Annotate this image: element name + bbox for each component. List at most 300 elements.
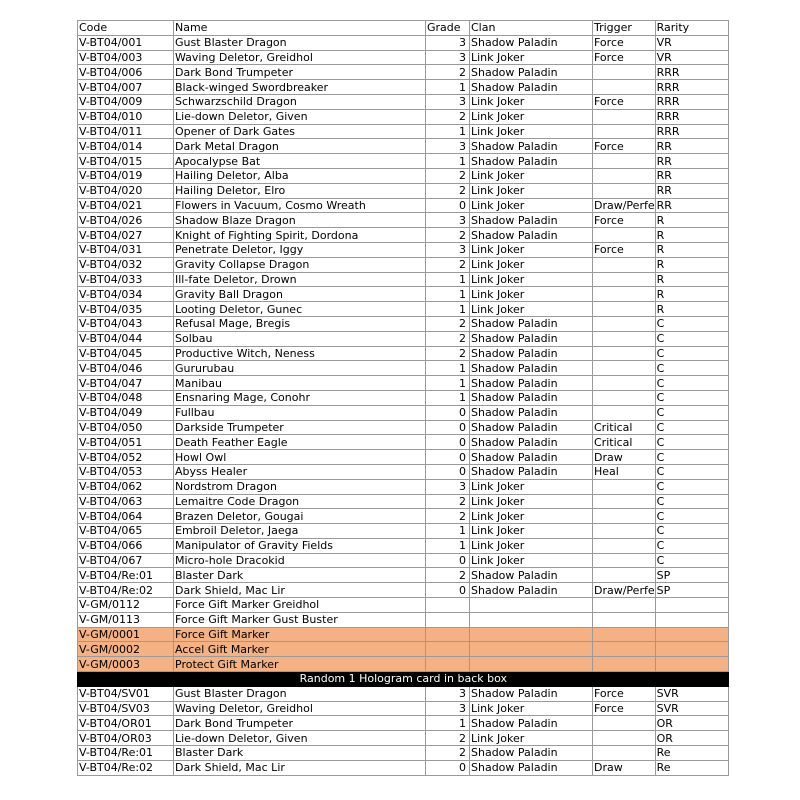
- grade-cell[interactable]: 1: [426, 287, 470, 302]
- name-cell[interactable]: Brazen Deletor, Gougai: [174, 509, 426, 524]
- code-cell[interactable]: V-BT04/047: [78, 376, 174, 391]
- clan-cell[interactable]: Shadow Paladin: [470, 405, 593, 420]
- rarity-cell[interactable]: C: [655, 494, 728, 509]
- clan-cell[interactable]: Link Joker: [470, 109, 593, 124]
- rarity-cell[interactable]: R: [655, 272, 728, 287]
- trigger-cell[interactable]: [593, 627, 656, 642]
- trigger-cell[interactable]: [593, 524, 656, 539]
- name-cell[interactable]: Flowers in Vacuum, Cosmo Wreath: [174, 198, 426, 213]
- code-cell[interactable]: V-BT04/062: [78, 479, 174, 494]
- trigger-cell[interactable]: [593, 183, 656, 198]
- header-clan[interactable]: Clan: [470, 21, 593, 36]
- rarity-cell[interactable]: C: [655, 450, 728, 465]
- trigger-cell[interactable]: Force: [593, 50, 656, 65]
- header-trigger[interactable]: Trigger: [593, 21, 656, 36]
- name-cell[interactable]: Refusal Mage, Bregis: [174, 316, 426, 331]
- name-cell[interactable]: Dark Bond Trumpeter: [174, 65, 426, 80]
- rarity-cell[interactable]: C: [655, 509, 728, 524]
- rarity-cell[interactable]: C: [655, 464, 728, 479]
- clan-cell[interactable]: Shadow Paladin: [470, 316, 593, 331]
- clan-cell[interactable]: Link Joker: [470, 494, 593, 509]
- code-cell[interactable]: V-BT04/SV03: [78, 701, 174, 716]
- clan-cell[interactable]: Shadow Paladin: [470, 716, 593, 731]
- code-cell[interactable]: V-BT04/065: [78, 524, 174, 539]
- code-cell[interactable]: V-BT04/014: [78, 139, 174, 154]
- name-cell[interactable]: Howl Owl: [174, 450, 426, 465]
- code-cell[interactable]: V-BT04/Re:02: [78, 583, 174, 598]
- clan-cell[interactable]: [470, 612, 593, 627]
- rarity-cell[interactable]: C: [655, 553, 728, 568]
- grade-cell[interactable]: 2: [426, 746, 470, 761]
- clan-cell[interactable]: Link Joker: [470, 509, 593, 524]
- code-cell[interactable]: V-BT04/OR01: [78, 716, 174, 731]
- rarity-cell[interactable]: C: [655, 376, 728, 391]
- rarity-cell[interactable]: C: [655, 390, 728, 405]
- clan-cell[interactable]: Shadow Paladin: [470, 568, 593, 583]
- trigger-cell[interactable]: [593, 642, 656, 657]
- clan-cell[interactable]: Shadow Paladin: [470, 583, 593, 598]
- name-cell[interactable]: Fullbau: [174, 405, 426, 420]
- grade-cell[interactable]: 3: [426, 139, 470, 154]
- trigger-cell[interactable]: [593, 109, 656, 124]
- trigger-cell[interactable]: [593, 479, 656, 494]
- trigger-cell[interactable]: [593, 657, 656, 672]
- rarity-cell[interactable]: SVR: [655, 701, 728, 716]
- rarity-cell[interactable]: RRR: [655, 124, 728, 139]
- code-cell[interactable]: V-GM/0113: [78, 612, 174, 627]
- trigger-cell[interactable]: [593, 331, 656, 346]
- clan-cell[interactable]: Link Joker: [470, 538, 593, 553]
- name-cell[interactable]: Hailing Deletor, Alba: [174, 168, 426, 183]
- trigger-cell[interactable]: [593, 494, 656, 509]
- clan-cell[interactable]: Link Joker: [470, 242, 593, 257]
- trigger-cell[interactable]: [593, 168, 656, 183]
- trigger-cell[interactable]: Draw/Perfe: [594, 198, 655, 212]
- name-cell[interactable]: Embroil Deletor, Jaega: [174, 524, 426, 539]
- grade-cell[interactable]: 0: [426, 553, 470, 568]
- trigger-cell[interactable]: [593, 538, 656, 553]
- trigger-cell[interactable]: Force: [593, 686, 656, 701]
- trigger-cell[interactable]: [593, 154, 656, 169]
- header-code[interactable]: Code: [78, 21, 174, 36]
- name-cell[interactable]: Lie-down Deletor, Given: [174, 731, 426, 746]
- rarity-cell[interactable]: R: [655, 257, 728, 272]
- code-cell[interactable]: V-GM/0001: [78, 627, 174, 642]
- grade-cell[interactable]: 0: [426, 760, 470, 775]
- rarity-cell[interactable]: [655, 627, 728, 642]
- clan-cell[interactable]: Link Joker: [470, 701, 593, 716]
- code-cell[interactable]: V-BT04/009: [78, 94, 174, 109]
- name-cell[interactable]: Abyss Healer: [174, 464, 426, 479]
- clan-cell[interactable]: Link Joker: [470, 124, 593, 139]
- code-cell[interactable]: V-BT04/007: [78, 80, 174, 95]
- rarity-cell[interactable]: C: [655, 405, 728, 420]
- trigger-cell[interactable]: [593, 390, 656, 405]
- code-cell[interactable]: V-BT04/010: [78, 109, 174, 124]
- rarity-cell[interactable]: [655, 642, 728, 657]
- grade-cell[interactable]: [426, 642, 470, 657]
- rarity-cell[interactable]: RR: [655, 168, 728, 183]
- grade-cell[interactable]: 2: [426, 509, 470, 524]
- grade-cell[interactable]: 1: [426, 154, 470, 169]
- name-cell[interactable]: Force Gift Marker Greidhol: [174, 598, 426, 613]
- clan-cell[interactable]: Shadow Paladin: [470, 760, 593, 775]
- name-cell[interactable]: Force Gift Marker: [174, 627, 426, 642]
- code-cell[interactable]: V-BT04/048: [78, 390, 174, 405]
- trigger-cell[interactable]: Force: [593, 701, 656, 716]
- rarity-cell[interactable]: [655, 612, 728, 627]
- clan-cell[interactable]: Shadow Paladin: [470, 686, 593, 701]
- trigger-cell[interactable]: Force: [593, 242, 656, 257]
- trigger-cell[interactable]: [593, 376, 656, 391]
- grade-cell[interactable]: 0: [426, 464, 470, 479]
- clan-cell[interactable]: Shadow Paladin: [470, 228, 593, 243]
- name-cell[interactable]: Lemaitre Code Dragon: [174, 494, 426, 509]
- name-cell[interactable]: Accel Gift Marker: [174, 642, 426, 657]
- rarity-cell[interactable]: R: [655, 242, 728, 257]
- name-cell[interactable]: Solbau: [174, 331, 426, 346]
- rarity-cell[interactable]: R: [655, 302, 728, 317]
- clan-cell[interactable]: [470, 657, 593, 672]
- clan-cell[interactable]: Shadow Paladin: [470, 346, 593, 361]
- trigger-cell[interactable]: [593, 228, 656, 243]
- clan-cell[interactable]: Shadow Paladin: [470, 361, 593, 376]
- name-cell[interactable]: Dark Shield, Mac Lir: [174, 583, 426, 598]
- trigger-cell[interactable]: [593, 65, 656, 80]
- name-cell[interactable]: Blaster Dark: [174, 746, 426, 761]
- code-cell[interactable]: V-BT04/064: [78, 509, 174, 524]
- trigger-cell[interactable]: [593, 272, 656, 287]
- name-cell[interactable]: Gravity Collapse Dragon: [174, 257, 426, 272]
- name-cell[interactable]: Knight of Fighting Spirit, Dordona: [174, 228, 426, 243]
- rarity-cell[interactable]: R: [655, 213, 728, 228]
- grade-cell[interactable]: 3: [426, 701, 470, 716]
- rarity-cell[interactable]: RR: [655, 183, 728, 198]
- trigger-cell[interactable]: [593, 80, 656, 95]
- rarity-cell[interactable]: SP: [655, 583, 728, 598]
- rarity-cell[interactable]: RRR: [655, 109, 728, 124]
- code-cell[interactable]: V-GM/0002: [78, 642, 174, 657]
- trigger-cell[interactable]: [593, 257, 656, 272]
- clan-cell[interactable]: [470, 627, 593, 642]
- clan-cell[interactable]: Link Joker: [470, 479, 593, 494]
- grade-cell[interactable]: 2: [426, 346, 470, 361]
- code-cell[interactable]: V-BT04/006: [78, 65, 174, 80]
- rarity-cell[interactable]: OR: [655, 716, 728, 731]
- clan-cell[interactable]: Link Joker: [470, 183, 593, 198]
- code-cell[interactable]: V-BT04/045: [78, 346, 174, 361]
- grade-cell[interactable]: 2: [426, 731, 470, 746]
- trigger-cell[interactable]: [593, 568, 656, 583]
- name-cell[interactable]: Hailing Deletor, Elro: [174, 183, 426, 198]
- header-rarity[interactable]: Rarity: [655, 21, 728, 36]
- trigger-cell[interactable]: [593, 302, 656, 317]
- clan-cell[interactable]: Link Joker: [470, 287, 593, 302]
- grade-cell[interactable]: 0: [426, 198, 470, 213]
- grade-cell[interactable]: 2: [426, 168, 470, 183]
- rarity-cell[interactable]: RRR: [655, 80, 728, 95]
- name-cell[interactable]: Gust Blaster Dragon: [174, 686, 426, 701]
- name-cell[interactable]: Gravity Ball Dragon: [174, 287, 426, 302]
- clan-cell[interactable]: Shadow Paladin: [470, 420, 593, 435]
- grade-cell[interactable]: 3: [426, 35, 470, 50]
- grade-cell[interactable]: 3: [426, 686, 470, 701]
- grade-cell[interactable]: 0: [426, 583, 470, 598]
- clan-cell[interactable]: Shadow Paladin: [470, 331, 593, 346]
- code-cell[interactable]: V-BT04/067: [78, 553, 174, 568]
- trigger-cell[interactable]: [593, 361, 656, 376]
- code-cell[interactable]: V-GM/0112: [78, 598, 174, 613]
- code-cell[interactable]: V-BT04/021: [78, 198, 174, 213]
- rarity-cell[interactable]: Re: [655, 746, 728, 761]
- trigger-cell[interactable]: [593, 405, 656, 420]
- rarity-cell[interactable]: C: [655, 331, 728, 346]
- clan-cell[interactable]: Shadow Paladin: [470, 376, 593, 391]
- name-cell[interactable]: Force Gift Marker Gust Buster: [174, 612, 426, 627]
- rarity-cell[interactable]: RR: [655, 154, 728, 169]
- rarity-cell[interactable]: C: [655, 346, 728, 361]
- clan-cell[interactable]: Shadow Paladin: [470, 464, 593, 479]
- clan-cell[interactable]: Shadow Paladin: [470, 213, 593, 228]
- grade-cell[interactable]: 1: [426, 538, 470, 553]
- grade-cell[interactable]: 2: [426, 316, 470, 331]
- trigger-cell[interactable]: [593, 746, 656, 761]
- name-cell[interactable]: Dark Bond Trumpeter: [174, 716, 426, 731]
- trigger-cell[interactable]: [593, 553, 656, 568]
- rarity-cell[interactable]: OR: [655, 731, 728, 746]
- code-cell[interactable]: V-BT04/Re:02: [78, 760, 174, 775]
- grade-cell[interactable]: 1: [426, 124, 470, 139]
- grade-cell[interactable]: 2: [426, 494, 470, 509]
- clan-cell[interactable]: Link Joker: [470, 553, 593, 568]
- grade-cell[interactable]: 1: [426, 376, 470, 391]
- trigger-cell[interactable]: Force: [593, 94, 656, 109]
- grade-cell[interactable]: 2: [426, 109, 470, 124]
- grade-cell[interactable]: 1: [426, 80, 470, 95]
- name-cell[interactable]: Gururubau: [174, 361, 426, 376]
- name-cell[interactable]: Blaster Dark: [174, 568, 426, 583]
- trigger-cell[interactable]: [593, 716, 656, 731]
- code-cell[interactable]: V-BT04/015: [78, 154, 174, 169]
- grade-cell[interactable]: 2: [426, 183, 470, 198]
- name-cell[interactable]: Ensnaring Mage, Conohr: [174, 390, 426, 405]
- name-cell[interactable]: Schwarzschild Dragon: [174, 94, 426, 109]
- rarity-cell[interactable]: [655, 598, 728, 613]
- clan-cell[interactable]: Shadow Paladin: [470, 35, 593, 50]
- name-cell[interactable]: Manibau: [174, 376, 426, 391]
- trigger-cell[interactable]: [593, 124, 656, 139]
- trigger-cell[interactable]: Force: [593, 213, 656, 228]
- grade-cell[interactable]: 2: [426, 257, 470, 272]
- name-cell[interactable]: Darkside Trumpeter: [174, 420, 426, 435]
- name-cell[interactable]: Apocalypse Bat: [174, 154, 426, 169]
- clan-cell[interactable]: [470, 598, 593, 613]
- code-cell[interactable]: V-BT04/053: [78, 464, 174, 479]
- grade-cell[interactable]: 2: [426, 65, 470, 80]
- code-cell[interactable]: V-BT04/SV01: [78, 686, 174, 701]
- grade-cell[interactable]: [426, 598, 470, 613]
- code-cell[interactable]: V-BT04/001: [78, 35, 174, 50]
- code-cell[interactable]: V-BT04/050: [78, 420, 174, 435]
- name-cell[interactable]: Gust Blaster Dragon: [174, 35, 426, 50]
- rarity-cell[interactable]: C: [655, 538, 728, 553]
- clan-cell[interactable]: Link Joker: [470, 168, 593, 183]
- grade-cell[interactable]: 3: [426, 479, 470, 494]
- rarity-cell[interactable]: RRR: [655, 94, 728, 109]
- code-cell[interactable]: V-BT04/034: [78, 287, 174, 302]
- rarity-cell[interactable]: R: [655, 228, 728, 243]
- trigger-cell[interactable]: [593, 598, 656, 613]
- clan-cell[interactable]: Link Joker: [470, 94, 593, 109]
- clan-cell[interactable]: Link Joker: [470, 524, 593, 539]
- code-cell[interactable]: V-BT04/052: [78, 450, 174, 465]
- clan-cell[interactable]: Shadow Paladin: [470, 139, 593, 154]
- rarity-cell[interactable]: VR: [655, 35, 728, 50]
- clan-cell[interactable]: [470, 642, 593, 657]
- trigger-cell[interactable]: Draw/Perfe: [594, 583, 655, 597]
- grade-cell[interactable]: 1: [426, 302, 470, 317]
- rarity-cell[interactable]: SP: [655, 568, 728, 583]
- rarity-cell[interactable]: R: [655, 287, 728, 302]
- name-cell[interactable]: Opener of Dark Gates: [174, 124, 426, 139]
- name-cell[interactable]: Manipulator of Gravity Fields: [174, 538, 426, 553]
- name-cell[interactable]: Black-winged Swordbreaker: [174, 80, 426, 95]
- rarity-cell[interactable]: SVR: [655, 686, 728, 701]
- name-cell[interactable]: Micro-hole Dracokid: [174, 553, 426, 568]
- clan-cell[interactable]: Shadow Paladin: [470, 80, 593, 95]
- trigger-cell[interactable]: Force: [593, 139, 656, 154]
- rarity-cell[interactable]: C: [655, 316, 728, 331]
- rarity-cell[interactable]: RR: [655, 139, 728, 154]
- clan-cell[interactable]: Shadow Paladin: [470, 435, 593, 450]
- code-cell[interactable]: V-GM/0003: [78, 657, 174, 672]
- name-cell[interactable]: Dark Shield, Mac Lir: [174, 760, 426, 775]
- code-cell[interactable]: V-BT04/Re:01: [78, 746, 174, 761]
- grade-cell[interactable]: [426, 612, 470, 627]
- grade-cell[interactable]: 0: [426, 450, 470, 465]
- code-cell[interactable]: V-BT04/Re:01: [78, 568, 174, 583]
- grade-cell[interactable]: 3: [426, 242, 470, 257]
- code-cell[interactable]: V-BT04/049: [78, 405, 174, 420]
- clan-cell[interactable]: Link Joker: [470, 50, 593, 65]
- code-cell[interactable]: V-BT04/003: [78, 50, 174, 65]
- code-cell[interactable]: V-BT04/043: [78, 316, 174, 331]
- grade-cell[interactable]: 1: [426, 524, 470, 539]
- name-cell[interactable]: Dark Metal Dragon: [174, 139, 426, 154]
- trigger-cell[interactable]: Force: [593, 35, 656, 50]
- rarity-cell[interactable]: C: [655, 361, 728, 376]
- grade-cell[interactable]: 2: [426, 331, 470, 346]
- code-cell[interactable]: V-BT04/046: [78, 361, 174, 376]
- code-cell[interactable]: V-BT04/063: [78, 494, 174, 509]
- grade-cell[interactable]: [426, 657, 470, 672]
- trigger-cell[interactable]: Draw: [593, 760, 656, 775]
- grade-cell[interactable]: 0: [426, 420, 470, 435]
- rarity-cell[interactable]: C: [655, 435, 728, 450]
- trigger-cell[interactable]: [593, 509, 656, 524]
- header-grade[interactable]: Grade: [426, 21, 470, 36]
- grade-cell[interactable]: 0: [426, 435, 470, 450]
- trigger-cell[interactable]: Draw: [593, 450, 656, 465]
- grade-cell[interactable]: 1: [426, 716, 470, 731]
- name-cell[interactable]: Looting Deletor, Gunec: [174, 302, 426, 317]
- grade-cell[interactable]: 1: [426, 272, 470, 287]
- trigger-cell[interactable]: Critical: [593, 435, 656, 450]
- trigger-cell[interactable]: Heal: [593, 464, 656, 479]
- clan-cell[interactable]: Link Joker: [470, 302, 593, 317]
- trigger-cell[interactable]: [593, 612, 656, 627]
- grade-cell[interactable]: 3: [426, 94, 470, 109]
- header-name[interactable]: Name: [174, 21, 426, 36]
- name-cell[interactable]: Waving Deletor, Greidhol: [174, 701, 426, 716]
- code-cell[interactable]: V-BT04/066: [78, 538, 174, 553]
- grade-cell[interactable]: 2: [426, 228, 470, 243]
- code-cell[interactable]: V-BT04/011: [78, 124, 174, 139]
- clan-cell[interactable]: Link Joker: [470, 272, 593, 287]
- grade-cell[interactable]: 2: [426, 568, 470, 583]
- name-cell[interactable]: Protect Gift Marker: [174, 657, 426, 672]
- clan-cell[interactable]: Shadow Paladin: [470, 65, 593, 80]
- grade-cell[interactable]: [426, 627, 470, 642]
- code-cell[interactable]: V-BT04/035: [78, 302, 174, 317]
- code-cell[interactable]: V-BT04/020: [78, 183, 174, 198]
- code-cell[interactable]: V-BT04/044: [78, 331, 174, 346]
- name-cell[interactable]: Ill-fate Deletor, Drown: [174, 272, 426, 287]
- code-cell[interactable]: V-BT04/027: [78, 228, 174, 243]
- clan-cell[interactable]: Shadow Paladin: [470, 154, 593, 169]
- trigger-cell[interactable]: [593, 346, 656, 361]
- grade-cell[interactable]: 1: [426, 361, 470, 376]
- rarity-cell[interactable]: [655, 657, 728, 672]
- name-cell[interactable]: Waving Deletor, Greidhol: [174, 50, 426, 65]
- trigger-cell[interactable]: [593, 731, 656, 746]
- name-cell[interactable]: Productive Witch, Neness: [174, 346, 426, 361]
- rarity-cell[interactable]: RR: [655, 198, 728, 213]
- clan-cell[interactable]: Link Joker: [470, 198, 593, 213]
- clan-cell[interactable]: Link Joker: [470, 257, 593, 272]
- rarity-cell[interactable]: C: [655, 420, 728, 435]
- rarity-cell[interactable]: Re: [655, 760, 728, 775]
- name-cell[interactable]: Lie-down Deletor, Given: [174, 109, 426, 124]
- grade-cell[interactable]: 3: [426, 213, 470, 228]
- code-cell[interactable]: V-BT04/031: [78, 242, 174, 257]
- rarity-cell[interactable]: C: [655, 524, 728, 539]
- code-cell[interactable]: V-BT04/033: [78, 272, 174, 287]
- clan-cell[interactable]: Shadow Paladin: [470, 746, 593, 761]
- code-cell[interactable]: V-BT04/OR03: [78, 731, 174, 746]
- clan-cell[interactable]: Shadow Paladin: [470, 390, 593, 405]
- code-cell[interactable]: V-BT04/032: [78, 257, 174, 272]
- name-cell[interactable]: Shadow Blaze Dragon: [174, 213, 426, 228]
- rarity-cell[interactable]: VR: [655, 50, 728, 65]
- grade-cell[interactable]: 1: [426, 390, 470, 405]
- clan-cell[interactable]: Link Joker: [470, 731, 593, 746]
- name-cell[interactable]: Nordstrom Dragon: [174, 479, 426, 494]
- rarity-cell[interactable]: C: [655, 479, 728, 494]
- name-cell[interactable]: Penetrate Deletor, Iggy: [174, 242, 426, 257]
- code-cell[interactable]: V-BT04/051: [78, 435, 174, 450]
- code-cell[interactable]: V-BT04/026: [78, 213, 174, 228]
- clan-cell[interactable]: Shadow Paladin: [470, 450, 593, 465]
- name-cell[interactable]: Death Feather Eagle: [174, 435, 426, 450]
- trigger-cell[interactable]: [593, 316, 656, 331]
- grade-cell[interactable]: 3: [426, 50, 470, 65]
- rarity-cell[interactable]: RRR: [655, 65, 728, 80]
- trigger-cell[interactable]: [593, 287, 656, 302]
- trigger-cell[interactable]: Critical: [593, 420, 656, 435]
- code-cell[interactable]: V-BT04/019: [78, 168, 174, 183]
- grade-cell[interactable]: 0: [426, 405, 470, 420]
